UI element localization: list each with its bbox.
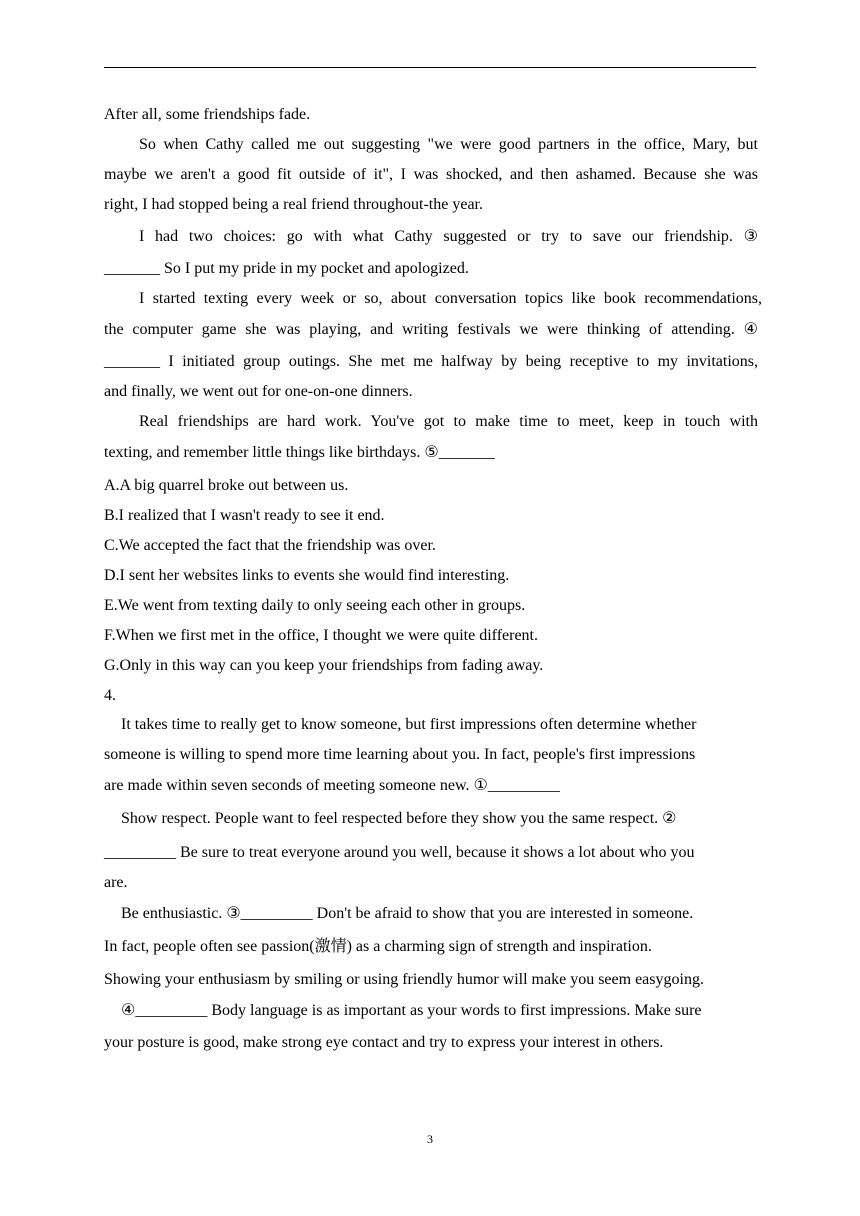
option-f: F.When we first met in the office, I thought we were quite different. (104, 627, 538, 644)
text-line: I started texting every week or so, about conversation topics like book recommendations, (139, 290, 762, 307)
text-line: the computer game she was playing, and writing festivals we were thinking of attending. ④ (104, 321, 758, 338)
text-line: Show respect. People want to feel respected before they show you the same respect. ② (121, 810, 677, 827)
text-line: It takes time to really get to know someone, but first impressions often determine whether (121, 716, 697, 733)
text-line: and finally, we went out for one-on-one dinners. (104, 383, 413, 400)
text-line: maybe we aren't a good fit outside of it", I was shocked, and then ashamed. Because she was (104, 166, 758, 183)
text-line: someone is willing to spend more time learning about you. In fact, people's first impressions (104, 746, 696, 763)
page-number: 3 (427, 1132, 433, 1146)
option-e: E.We went from texting daily to only seeing each other in groups. (104, 597, 526, 614)
text-line: Real friendships are hard work. You've got to make time to meet, keep in touch with (139, 413, 758, 430)
text-line: _______ So I put my pride in my pocket and apologized. (104, 260, 469, 277)
text-line: Be enthusiastic. ③_________ Don't be afraid to show that you are interested in someone. (121, 905, 694, 922)
option-a: A.A big quarrel broke out between us. (104, 477, 349, 494)
text-line: your posture is good, make strong eye contact and try to express your interest in others. (104, 1034, 664, 1051)
text-line: _______ I initiated group outings. She met me halfway by being receptive to my invitations, (104, 353, 758, 370)
text-line: Showing your enthusiasm by smiling or using friendly humor will make you seem easygoing. (104, 971, 704, 988)
text-line: are. (104, 874, 128, 891)
option-d: D.I sent her websites links to events she would find interesting. (104, 567, 510, 584)
header-rule (104, 67, 756, 68)
text-line: _________ Be sure to treat everyone around you well, because it shows a lot about who you (104, 844, 695, 861)
text-line: ④_________ Body language is as important as your words to first impressions. Make sure (121, 1002, 702, 1019)
text-line: In fact, people often see passion(激情) as a charming sign of strength and inspiration. (104, 938, 652, 955)
text-line: So when Cathy called me out suggesting "we were good partners in the office, Mary, but (139, 136, 758, 153)
option-g: G.Only in this way can you keep your friendships from fading away. (104, 657, 544, 674)
text-line: After all, some friendships fade. (104, 106, 311, 123)
text-line: are made within seven seconds of meeting someone new. ①_________ (104, 777, 560, 794)
text-line: right, I had stopped being a real friend throughout-the year. (104, 196, 483, 213)
option-c: C.We accepted the fact that the friendship was over. (104, 537, 436, 554)
text-line: I had two choices: go with what Cathy suggested or try to save our friendship. ③ (139, 228, 758, 245)
text-line: texting, and remember little things like birthdays. ⑤_______ (104, 444, 495, 461)
option-b: B.I realized that I wasn't ready to see it end. (104, 507, 385, 524)
question-number: 4. (104, 687, 116, 704)
